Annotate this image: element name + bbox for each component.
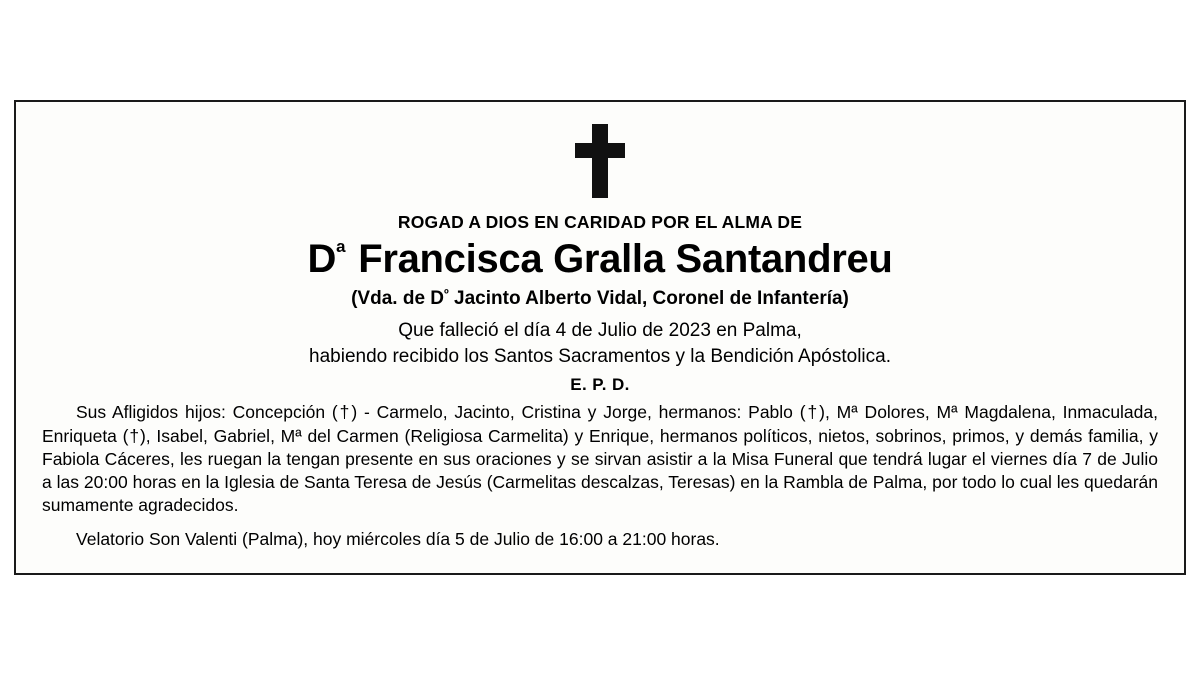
invocation-heading: ROGAD A DIOS EN CARIDAD POR EL ALMA DE xyxy=(397,212,803,232)
sacraments-line: habiendo recibido los Santos Sacramentos y la Bendición Apóstolica. xyxy=(309,345,891,367)
epd-label: E. P. D. xyxy=(570,375,630,395)
latin-cross-icon xyxy=(570,124,630,198)
widow-line xyxy=(42,288,1158,310)
wake-paragraph: Velatorio Son Valenti (Palma), hoy miércoles día 5 de Julio de 16:00 a 21:00 horas. xyxy=(76,528,720,549)
cross-horizontal-bar xyxy=(575,143,625,158)
cross-vertical-bar xyxy=(592,124,608,198)
deceased-honorific-superscript: ª xyxy=(336,237,346,267)
obituary-notice-card xyxy=(14,100,1186,575)
widow-line-superscript: º xyxy=(444,286,449,301)
widow-line-rest: Jacinto Alberto Vidal, Coronel de Infantería) xyxy=(448,288,849,309)
deceased-name xyxy=(42,237,1158,282)
notice-content xyxy=(16,102,1184,561)
cross-container xyxy=(42,124,1158,202)
death-info xyxy=(42,318,1158,369)
family-paragraph: Sus Afligidos hijos: Concepción (†) - Carmelo, Jacinto, Cristina y Jorge, hermanos: Pablo (†), Mª Dolores, Mª Magdalena, Inmaculada, Enriqueta (†), Isabel, Gabriel, Mª del Carmen (Religiosa Carmelita) y Enrique, hermanos políticos, nietos, sobrinos, primos, y demás familia, y Fabiola Cáceres, les ruegan la tengan presente en sus oraciones y se sirvan asistir a la Misa Funeral que tendrá lugar el viernes día 7 de Julio a las 20:00 horas en la Iglesia de Santa Teresa de Jesús (Carmelitas descalzas, Teresas) en la Rambla de Palma, por todo lo cual les quedarán sumamente agradecidos. xyxy=(42,402,1158,516)
deceased-honorific: D xyxy=(307,237,337,281)
widow-line-prefix: (Vda. de D xyxy=(351,288,445,309)
deceased-full-name: Francisca Gralla Santandreu xyxy=(358,237,893,281)
death-date-line: Que falleció el día 4 de Julio de 2023 en Palma, xyxy=(398,320,802,341)
